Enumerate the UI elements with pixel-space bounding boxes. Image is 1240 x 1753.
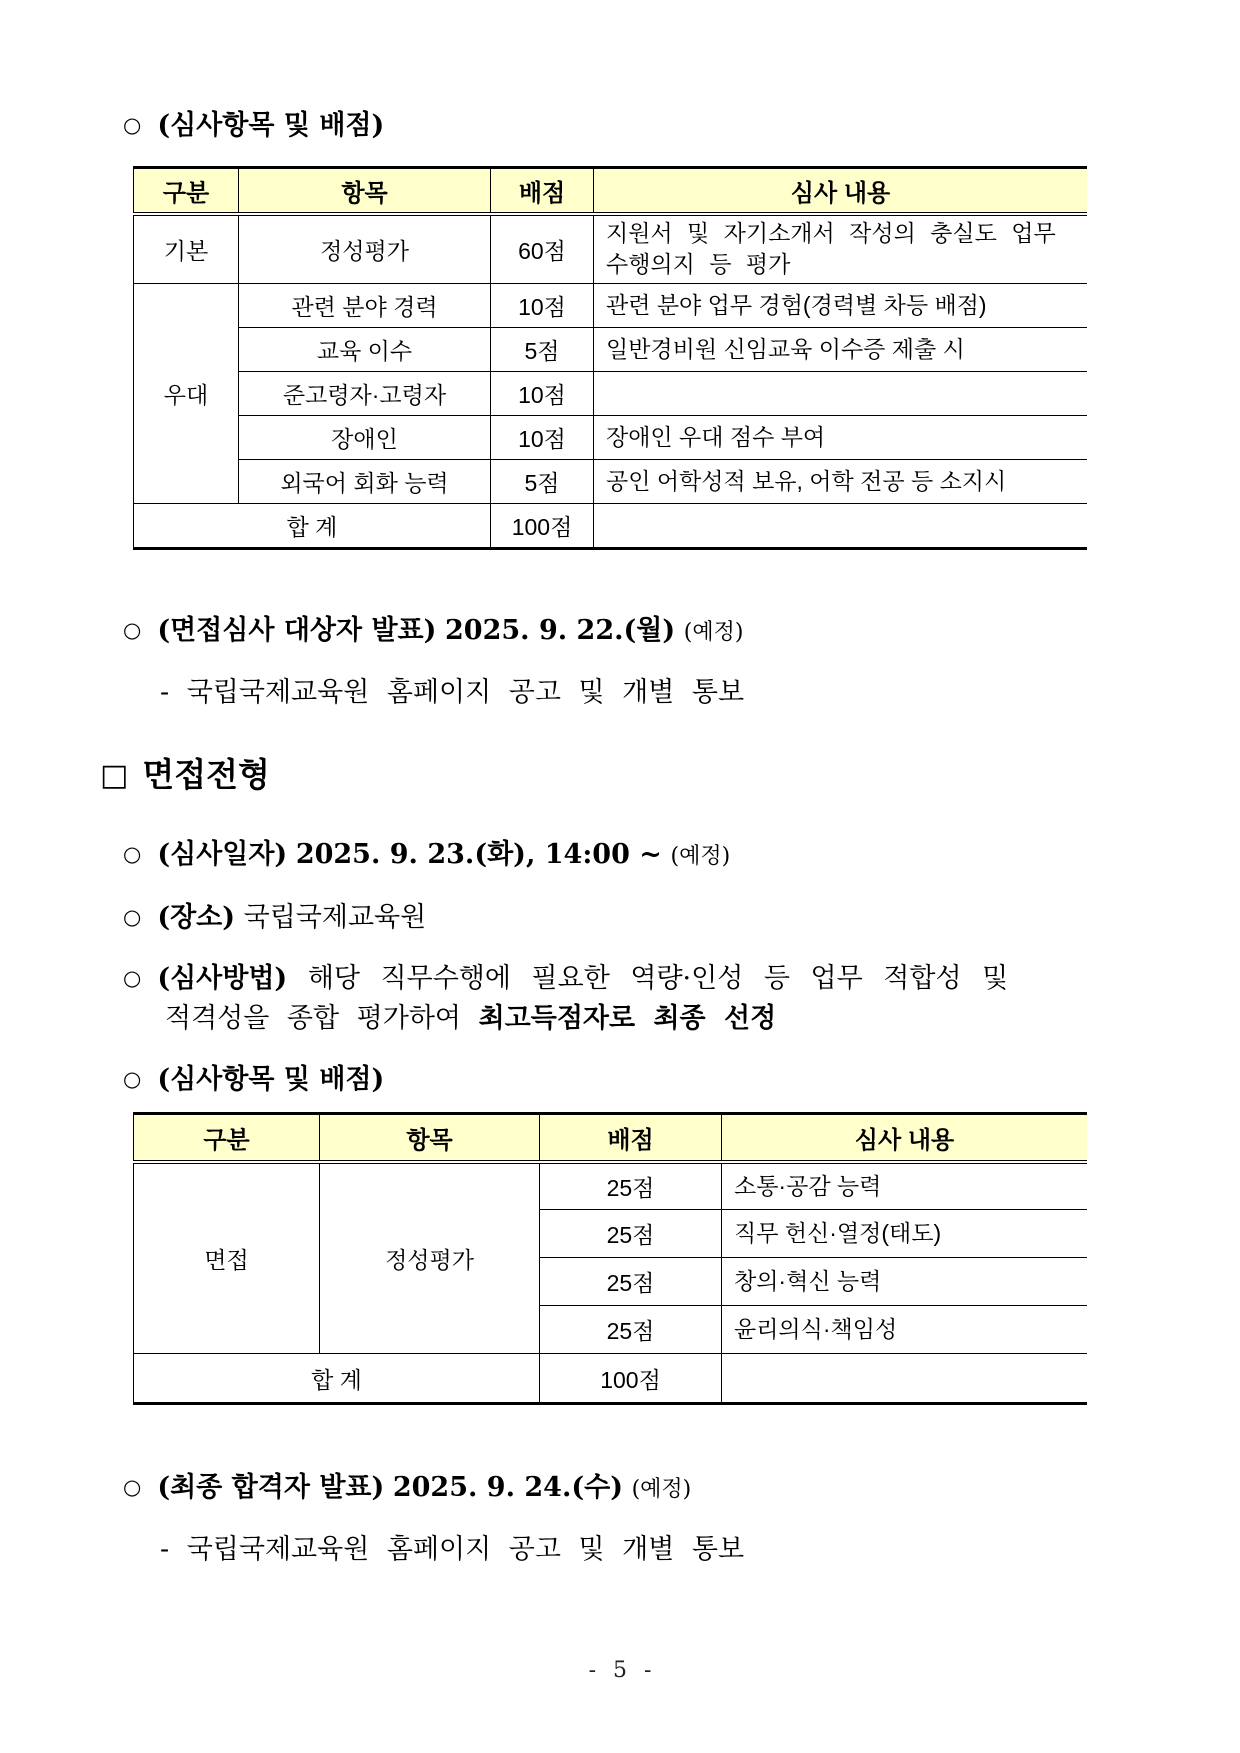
square-bullet-icon: □ <box>100 758 129 793</box>
cell-content: 창의·혁신 능력 <box>722 1258 1088 1306</box>
criteria-bullet-1 <box>123 105 1180 146</box>
header-cell-group: 구분 <box>134 1114 320 1162</box>
cell-points: 10점 <box>491 284 594 328</box>
circle-bullet-icon: ○ <box>123 113 142 137</box>
table-row <box>134 328 1088 372</box>
announcement-note: (예정) <box>683 620 744 645</box>
cell-group-preferred: 우대 <box>134 284 239 504</box>
circle-bullet-icon: ○ <box>123 905 142 929</box>
table-total-row <box>134 504 1088 549</box>
method-bullet-line1: 해당 직무수행에 필요한 역량·인성 등 업무 적합성 및 <box>307 963 1009 994</box>
circle-bullet-icon: ○ <box>123 1475 142 1499</box>
final-announcement-sub-line: - 국립국제교육원 홈페이지 공고 및 개별 통보 <box>160 1534 745 1565</box>
announcement-label: (면접심사 대상자 발표) <box>157 615 437 646</box>
circle-bullet-icon: ○ <box>123 966 142 990</box>
interview-announcement-bullet <box>123 610 1180 653</box>
header-cell-content: 심사 내용 <box>594 168 1088 214</box>
cell-item: 장애인 <box>239 416 491 460</box>
circle-bullet-icon: ○ <box>123 842 142 866</box>
criteria-bullet-1-label: (심사항목 및 배점) <box>157 110 385 141</box>
cell-group-interview: 면접 <box>134 1162 320 1354</box>
table-row <box>134 416 1088 460</box>
section-title: 면접전형 <box>142 755 270 794</box>
method-line2-bold: 최고득점자로 최종 선정 <box>478 1003 777 1034</box>
cell-total-label: 합 계 <box>134 1354 540 1404</box>
interview-date-bullet <box>123 834 1180 877</box>
cell-empty <box>594 504 1088 549</box>
interview-place-bullet <box>123 897 1180 938</box>
announcement-date: 2025. 9. 22.(월) <box>445 615 676 646</box>
cell-item: 준고령자·고령자 <box>239 372 491 416</box>
cell-total-points: 100점 <box>540 1354 722 1404</box>
header-cell-group: 구분 <box>134 168 239 214</box>
cell-content: 장애인 우대 점수 부여 <box>594 416 1088 460</box>
cell-total-label: 합 계 <box>134 504 491 549</box>
cell-points: 5점 <box>491 328 594 372</box>
interview-criteria-table <box>133 1112 1087 1405</box>
header-cell-item: 항목 <box>239 168 491 214</box>
cell-content: 관련 분야 업무 경험(경력별 차등 배점) <box>594 284 1088 328</box>
table-header-row <box>134 1114 1088 1162</box>
cell-content: 일반경비원 신임교육 이수증 제출 시 <box>594 328 1088 372</box>
cell-empty <box>722 1354 1088 1404</box>
date-bullet-label: (심사일자) <box>157 839 288 870</box>
cell-points: 25점 <box>540 1258 722 1306</box>
cell-item: 외국어 회화 능력 <box>239 460 491 504</box>
cell-item-qualitative: 정성평가 <box>320 1162 540 1354</box>
table-row <box>134 1162 1088 1210</box>
cell-content: 지원서 및 자기소개서 작성의 충실도 업무 수행의지 등 평가 <box>594 214 1088 284</box>
page-number: - 5 - <box>588 1658 652 1683</box>
announcement-sub-line: - 국립국제교육원 홈페이지 공고 및 개별 통보 <box>160 677 745 708</box>
place-bullet-text: 국립국제교육원 <box>243 902 427 933</box>
final-announcement-bullet <box>123 1467 1180 1510</box>
table-row <box>134 284 1088 328</box>
circle-bullet-icon: ○ <box>123 1067 142 1091</box>
cell-content <box>594 372 1088 416</box>
table-row <box>134 372 1088 416</box>
cell-points: 25점 <box>540 1306 722 1354</box>
interview-method-line2 <box>165 999 1180 1039</box>
place-bullet-label: (장소) <box>157 902 236 933</box>
criteria-bullet-2 <box>123 1059 1180 1100</box>
interview-method-bullet <box>123 958 1180 999</box>
header-cell-points: 배점 <box>491 168 594 214</box>
table-total-row <box>134 1354 1088 1404</box>
screening-criteria-table <box>133 166 1087 550</box>
cell-group-basic: 기본 <box>134 214 239 284</box>
cell-points: 5점 <box>491 460 594 504</box>
table-header-row <box>134 168 1088 214</box>
table-row <box>134 214 1088 284</box>
cell-points: 25점 <box>540 1162 722 1210</box>
final-announcement-note: (예정) <box>631 1477 692 1502</box>
cell-item: 정성평가 <box>239 214 491 284</box>
criteria-bullet-2-label: (심사항목 및 배점) <box>157 1064 385 1095</box>
final-announcement-date: 2025. 9. 24.(수) <box>392 1472 623 1503</box>
date-bullet-note: (예정) <box>670 844 731 869</box>
method-line2-normal: 적격성을 종합 평가하여 <box>165 1003 479 1034</box>
cell-item: 교육 이수 <box>239 328 491 372</box>
table-row <box>134 460 1088 504</box>
cell-content: 직무 헌신·열정(태도) <box>722 1210 1088 1258</box>
circle-bullet-icon: ○ <box>123 618 142 642</box>
method-bullet-label: (심사방법) <box>157 963 288 994</box>
cell-content: 소통·공감 능력 <box>722 1162 1088 1210</box>
cell-points: 60점 <box>491 214 594 284</box>
cell-content: 윤리의식·책임성 <box>722 1306 1088 1354</box>
cell-points: 10점 <box>491 416 594 460</box>
section-heading-interview <box>100 749 1180 802</box>
cell-points: 10점 <box>491 372 594 416</box>
final-announcement-label: (최종 합격자 발표) <box>157 1472 385 1503</box>
cell-points: 25점 <box>540 1210 722 1258</box>
cell-content: 공인 어학성적 보유, 어학 전공 등 소지시 <box>594 460 1088 504</box>
header-cell-points: 배점 <box>540 1114 722 1162</box>
cell-total-points: 100점 <box>491 504 594 549</box>
header-cell-content: 심사 내용 <box>722 1114 1088 1162</box>
date-bullet-text: 2025. 9. 23.(화), 14:00 ~ <box>295 839 662 870</box>
cell-item: 관련 분야 경력 <box>239 284 491 328</box>
header-cell-item: 항목 <box>320 1114 540 1162</box>
